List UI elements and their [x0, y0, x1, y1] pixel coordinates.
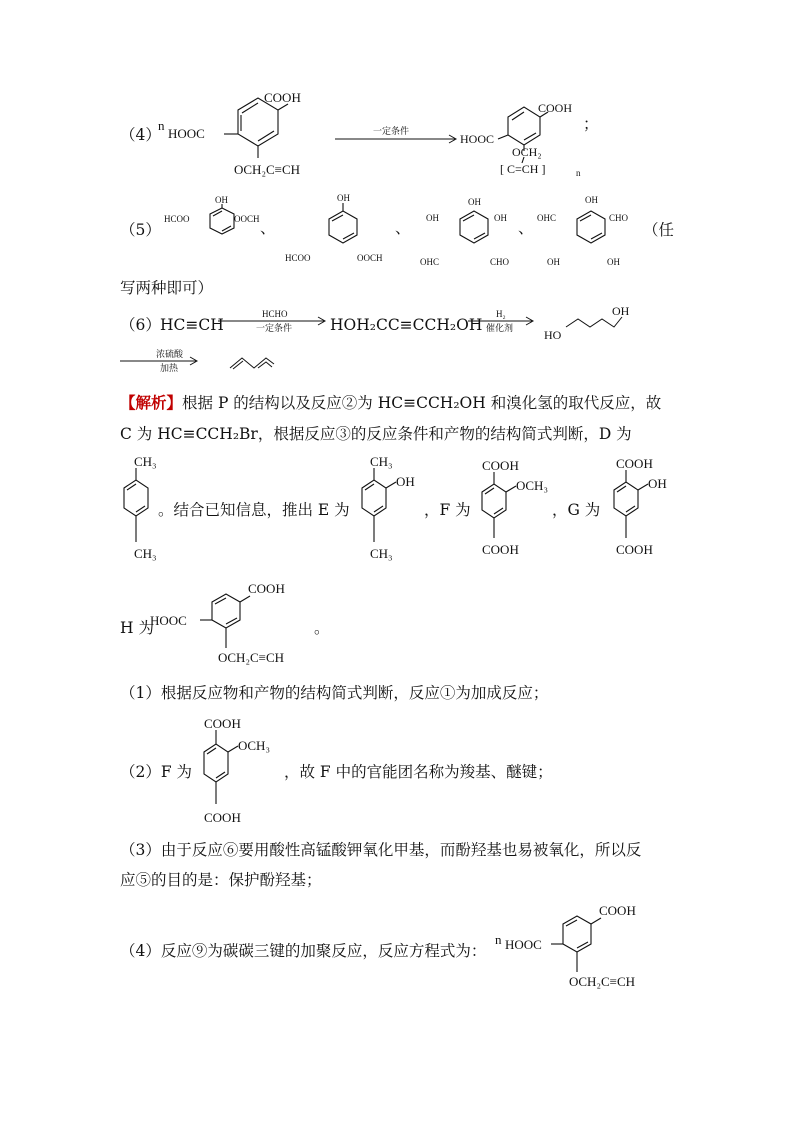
sep-3: 、 [518, 219, 534, 237]
polymer-och2: OCH₂ [512, 145, 542, 159]
butanediol-structure [542, 303, 632, 345]
g-cooh-top: COOH [616, 456, 653, 471]
polymer-n: n [576, 168, 581, 178]
isomer1-oh: OH [215, 195, 228, 205]
q2-och3: OCH₃ [238, 738, 270, 753]
e-ch3-bot: CH₃ [370, 546, 393, 561]
q3-line2: 应⑤的目的是：保护酚羟基； [120, 871, 322, 889]
polymer-structure [460, 95, 590, 180]
cond-yiding: 一定条件 [256, 323, 293, 333]
analysis-line2: C 为 HC≡CCH₂Br，根据反应③的反应条件和产物的结构简式判断，D 为 [120, 425, 632, 443]
isomer1-hcoo: HCOO [164, 214, 190, 224]
reaction-arrow-h2 [468, 308, 536, 332]
g-oh: OH [648, 476, 667, 491]
isomer4-cho: CHO [609, 213, 629, 223]
q2-cooh-bot: COOH [204, 810, 241, 825]
isomer3-oh-left: OH [426, 213, 439, 223]
part4-end: ； [583, 115, 599, 133]
analysis-line3c: ，G 为 [552, 501, 601, 519]
part5-suffix-b: 写两种即可） [120, 279, 214, 297]
cond-h2so4: 浓硫酸 [156, 349, 184, 359]
h-cooh: COOH [248, 581, 285, 596]
isomer-4 [535, 195, 645, 270]
isomer4-oh-top: OH [585, 195, 598, 205]
polymer-cooh: COOH [538, 101, 573, 115]
d-ch3-bot: CH₃ [134, 546, 157, 561]
butadiene-structure [228, 352, 276, 374]
q2-prefix: （2）F 为 [120, 763, 193, 781]
analysis-line3a: 。结合已知信息，推出 E 为 [158, 501, 350, 519]
isomer2-ooch: OOCH [357, 253, 383, 263]
isomer-1 [162, 195, 272, 255]
structure-g [598, 454, 678, 556]
analysis-tag: 【解析】 [120, 393, 183, 412]
reaction-arrow-hcho [218, 310, 328, 332]
structure-h [150, 578, 320, 670]
sep-1: 、 [260, 219, 276, 237]
q4-coef: n [495, 932, 502, 947]
structure-e [348, 452, 428, 564]
isomer-2 [285, 195, 400, 270]
h-och: OCH₂C≡CH [218, 650, 285, 665]
q2-suffix: ，故 F 中的官能团名称为羧基、醚键； [284, 763, 553, 781]
reaction-arrow-h2so4 [120, 350, 200, 372]
isomer3-oh-right: OH [494, 213, 507, 223]
sep-2: 、 [395, 219, 411, 237]
q1-text: （1）根据反应物和产物的结构简式判断，反应①为加成反应； [120, 684, 549, 702]
structure-f [466, 456, 556, 556]
coef-n: n [158, 118, 165, 133]
analysis-line1-text: 根据 P 的结构以及反应②为 HC≡CCH₂OH 和溴化氢的取代反应，故 [182, 394, 662, 412]
f-cooh-bot: COOH [482, 542, 519, 557]
isomer3-ohc: OHC [420, 257, 440, 267]
cond-hcho: HCHO [262, 309, 288, 319]
reaction-arrow-1 [335, 126, 465, 150]
isomer1-ooch: OOCH [234, 214, 260, 224]
f-cooh-top: COOH [482, 458, 519, 473]
d-ch3-top: CH₃ [134, 454, 157, 469]
f-och3: OCH₃ [516, 478, 548, 493]
q4-text: （4）反应⑨为碳碳三键的加聚反应，反应方程式为： [120, 942, 487, 960]
part4-number: （4） [120, 126, 161, 144]
q4-hooc: HOOC [505, 937, 542, 952]
monomer-structure [158, 88, 338, 183]
h-hooc: HOOC [150, 613, 187, 628]
isomer3-cho: CHO [490, 257, 510, 267]
part6-start: HC≡CH [160, 316, 224, 334]
analysis-line3b: ，F 为 [424, 501, 471, 519]
q2-cooh-top: COOH [204, 716, 241, 731]
part5-suffix-a: （任 [643, 221, 675, 239]
isomer-3 [420, 195, 530, 270]
diol-ho: HO [544, 328, 562, 342]
cond-heat: 加热 [160, 363, 179, 373]
structure-q4-monomer [495, 900, 670, 995]
analysis-line4b: 。 [314, 619, 330, 637]
cond-cat: 催化剂 [486, 323, 514, 333]
structure-d [110, 452, 160, 564]
isomer3-oh-top: OH [468, 197, 481, 207]
analysis-line4a: H 为 [120, 619, 154, 637]
isomer4-ohc: OHC [537, 213, 557, 223]
polymer-hooc: HOOC [460, 132, 495, 146]
monomer-och2ccch: OCH₂C≡CH [234, 162, 301, 177]
part6-mid: HOH₂CC≡CCH₂OH [330, 316, 483, 334]
polymer-chain: [ C=CH ] [500, 162, 546, 176]
part5-number: （5） [120, 221, 161, 239]
monomer-cooh: COOH [264, 90, 301, 105]
q4-cooh: COOH [599, 903, 636, 918]
isomer4-oh-right: OH [607, 257, 620, 267]
e-ch3-top: CH₃ [370, 454, 393, 469]
isomer2-oh: OH [337, 193, 350, 203]
cond-h2: H₂ [496, 309, 506, 319]
monomer-hooc: HOOC [168, 126, 205, 141]
q4-och: OCH₂C≡CH [569, 974, 636, 989]
g-cooh-bot: COOH [616, 542, 653, 557]
structure-f-q2 [188, 712, 288, 828]
q3-line1: （3）由于反应⑥要用酸性高锰酸钾氧化甲基，而酚羟基也易被氧化，所以反 [120, 841, 642, 859]
e-oh: OH [396, 474, 415, 489]
part6-number: （6） [120, 316, 161, 334]
isomer4-oh-left: OH [547, 257, 560, 267]
arrow-condition: 一定条件 [373, 126, 410, 136]
isomer2-hcoo: HCOO [285, 253, 311, 263]
analysis-line1 [120, 393, 661, 413]
diol-oh: OH [612, 304, 630, 318]
